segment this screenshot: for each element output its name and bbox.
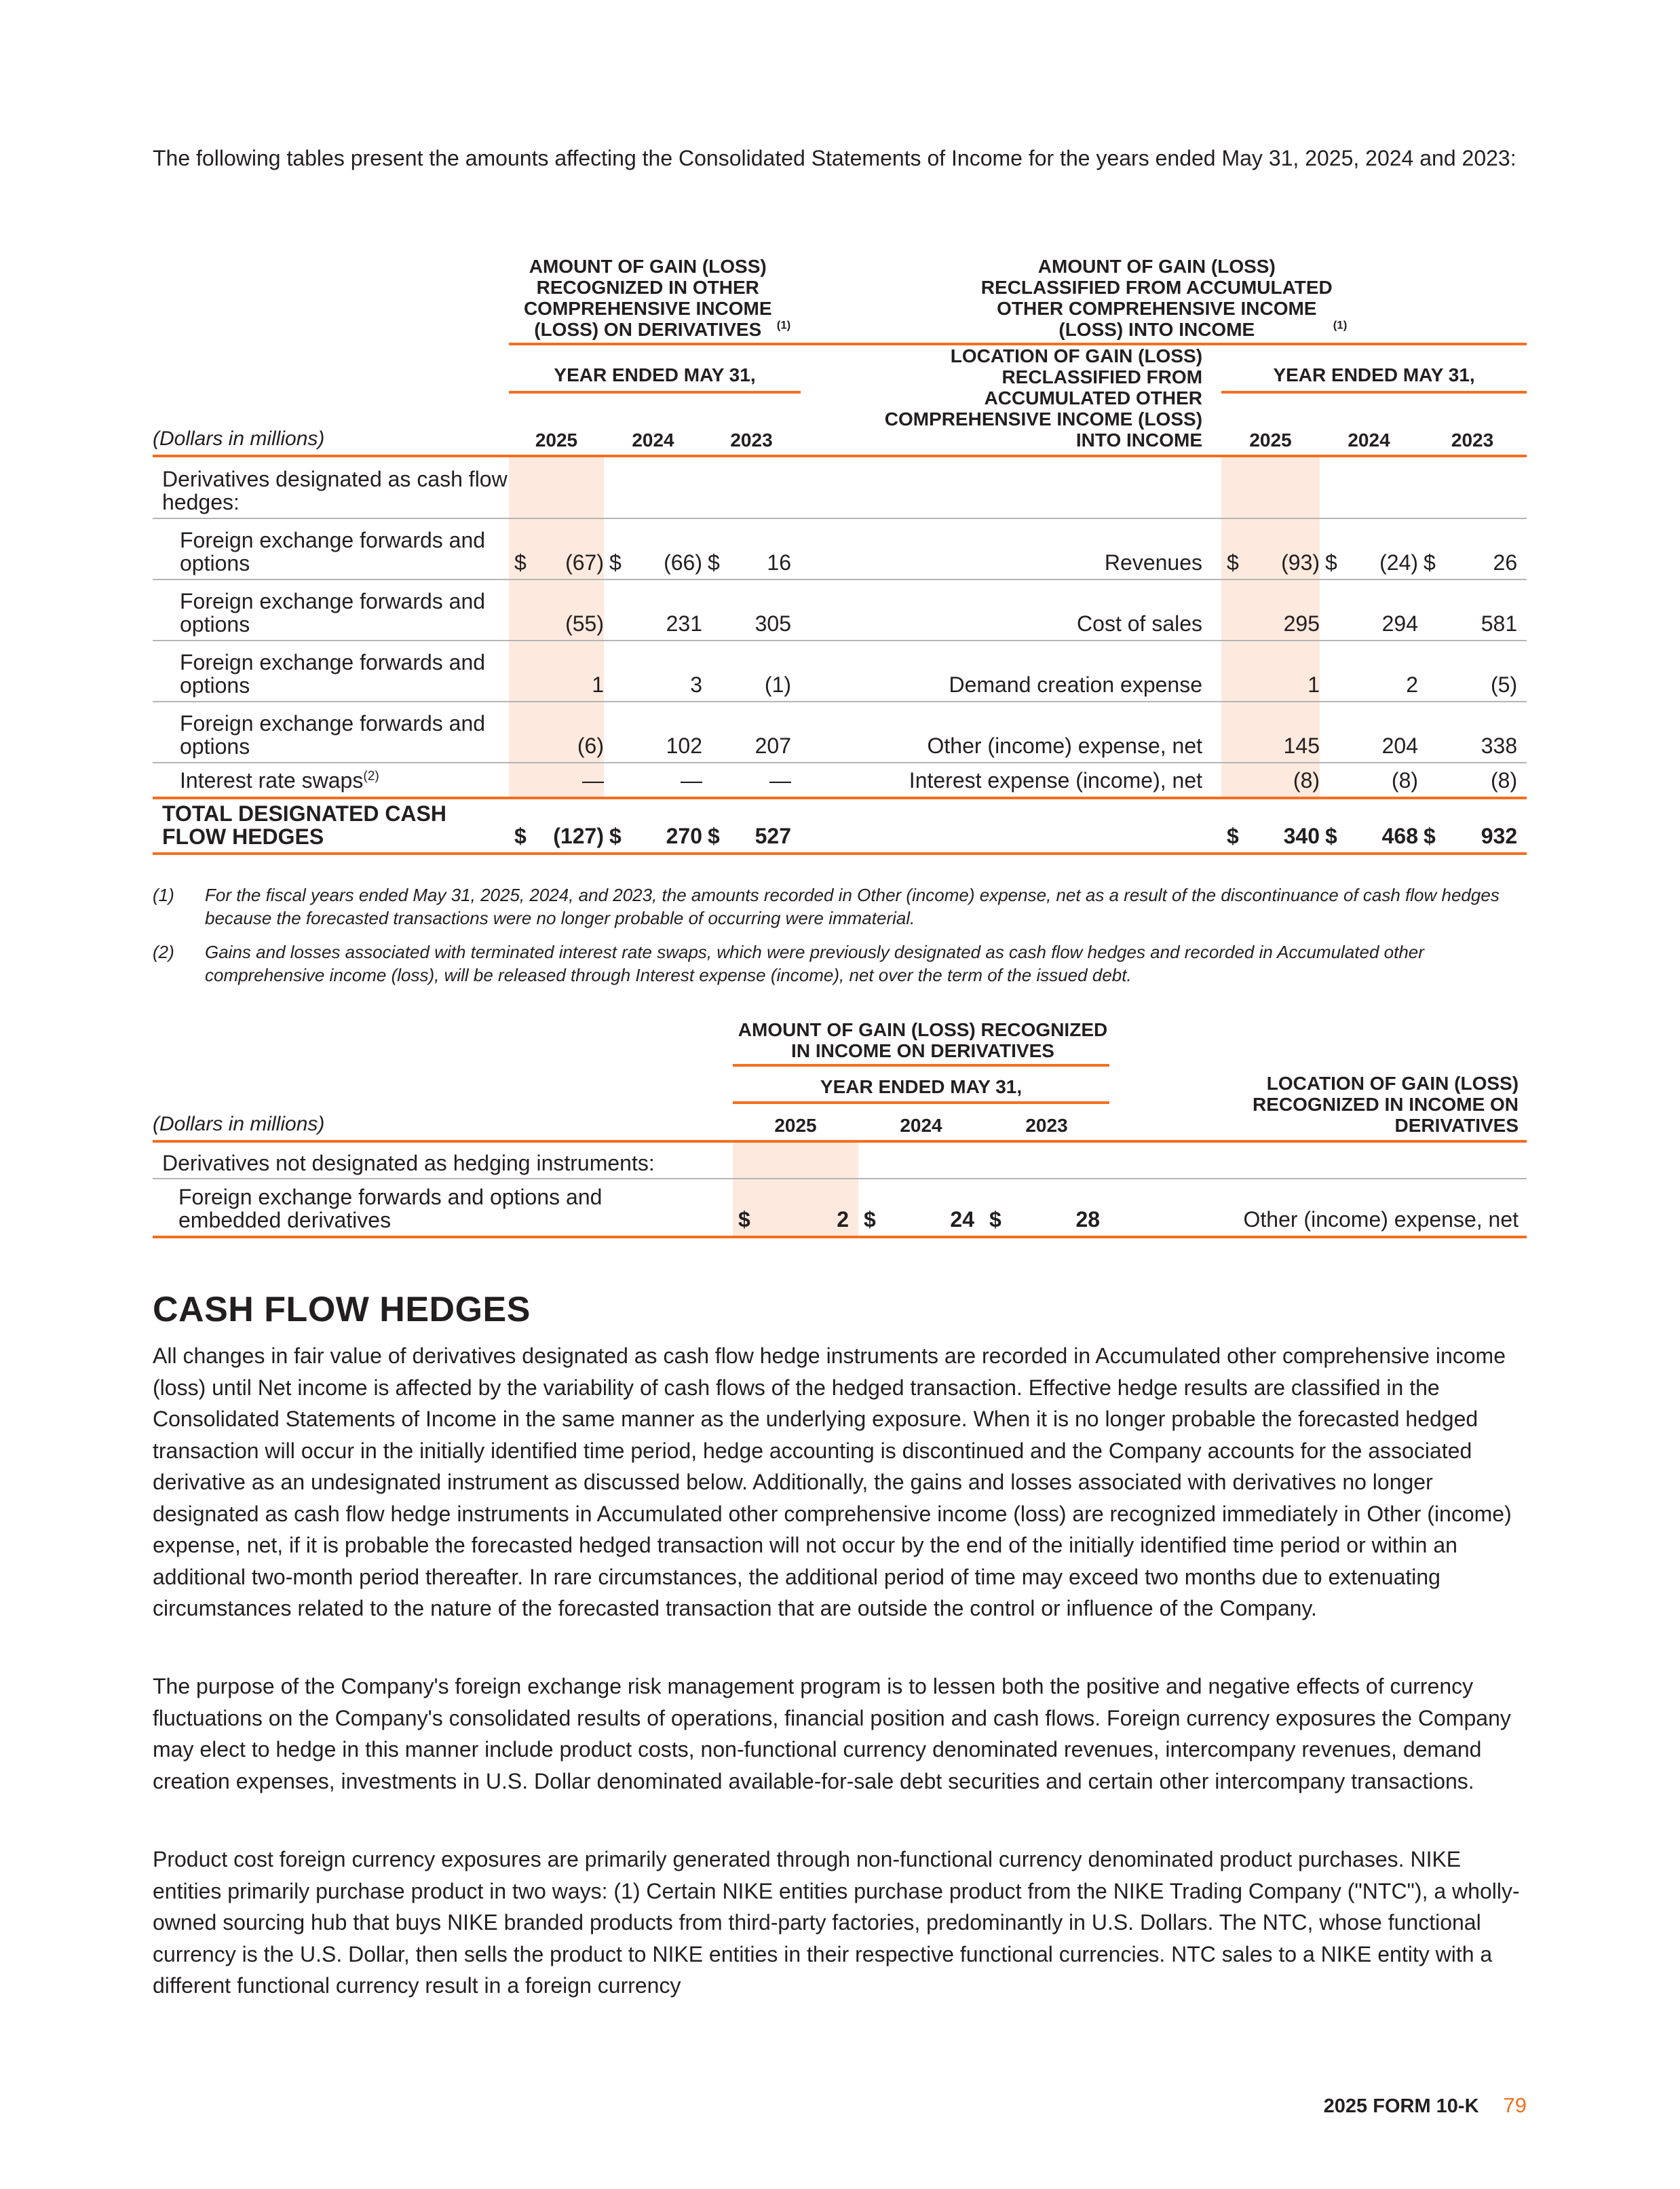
- value-cell: 231: [666, 611, 702, 636]
- dollar-sign: $: [989, 1207, 1001, 1232]
- row-label: Foreign exchange forwards and options: [180, 528, 486, 575]
- footnote-mark: (2): [153, 942, 174, 962]
- location-header-t2: LOCATION OF GAIN (LOSS) RECOGNIZED IN INCOME ON DERIVATIVES: [1253, 1073, 1519, 1136]
- value-cell: 16: [767, 550, 792, 575]
- total-value: 340: [1283, 824, 1320, 848]
- value-cell: (66): [664, 550, 702, 575]
- value-cell: (5): [1491, 672, 1518, 697]
- dollar-sign: $: [1424, 550, 1436, 575]
- row-label: Interest rate swaps: [180, 768, 364, 793]
- value-cell: (55): [529, 579, 604, 641]
- value-cell: 1: [1242, 641, 1320, 702]
- value-cell: —: [769, 768, 792, 793]
- footnote-mark: (1): [153, 885, 174, 905]
- location-cell: Cost of sales: [1077, 611, 1203, 636]
- value-cell: (67): [529, 518, 604, 579]
- dollar-sign: $: [1325, 824, 1337, 848]
- value-cell: —: [681, 768, 702, 793]
- value-cell: —: [529, 763, 604, 798]
- year-2025: 2025: [509, 406, 604, 456]
- group-label-not-designated: Derivatives not designated as hedging instruments:: [162, 1151, 655, 1175]
- income-derivatives-header: AMOUNT OF GAIN (LOSS) RECOGNIZED IN INCOME ON DERIVATIVES: [738, 1019, 1108, 1061]
- paragraph-1: All changes in fair value of derivatives designated as cash flow hedge instruments are recorded in Accumulated other comprehensive income (loss) until Net income is affected by the variability of cash flows of the hedged transaction. Effective hedge results are classified in the Consolidated Statements of Income in the same manner as the underlying exposure. When it is no longer probable the forecasted hedged transaction will occur in the initially identified time period, hedge accounting is discontinued and the Company accounts for the associated derivative as an undesignated instrument as discussed below. Additionally, the gains and losses associated with derivatives no longer designated as cash flow hedge instruments in Accumulated other comprehensive income (loss) are recognized immediately in Other (income) expense, net, if it is probable the forecasted hedged transaction will not occur by the end of the initially identified time period or within an additional two-month period thereafter. In rare circumstances, the additional period of time may exceed two months due to extenuating circumstances related to the nature of the forecasted transaction that are outside the control or influence of the Company.: [153, 1344, 1512, 1620]
- page-footer: [1324, 2093, 1527, 2118]
- value-cell: (6): [529, 702, 604, 763]
- dollar-sign: $: [708, 550, 720, 575]
- dollar-sign: $: [1424, 824, 1436, 848]
- value-cell: 102: [666, 734, 702, 758]
- location-cell: Other (income) expense, net: [1243, 1207, 1519, 1232]
- value-cell: 2: [753, 1179, 858, 1237]
- table-row: [153, 641, 1527, 702]
- dollar-sign: $: [1325, 550, 1337, 575]
- dollar-sign: $: [609, 550, 622, 575]
- footnote-2: [153, 940, 1527, 987]
- total-value: (127): [553, 824, 604, 848]
- designated-hedges-table: [153, 241, 1527, 855]
- oci-header: AMOUNT OF GAIN (LOSS) RECOGNIZED IN OTHER COMPREHENSIVE INCOME (LOSS) ON DERIVATIVES: [523, 256, 772, 340]
- value-cell: 207: [755, 734, 792, 758]
- total-value: 468: [1381, 824, 1419, 848]
- value-cell: 26: [1493, 550, 1518, 575]
- year-ended-left: YEAR ENDED MAY 31,: [509, 364, 801, 394]
- document-page: [153, 0, 1527, 2189]
- value-cell: 295: [1242, 579, 1320, 641]
- location-header: LOCATION OF GAIN (LOSS) RECLASSIFIED FROM ACCUMULATED OTHER COMPREHENSIVE INCOME (LOSS) INTO INCOME: [884, 345, 1203, 451]
- footnote-ref-2: (2): [363, 769, 379, 784]
- dollars-note-t2: (Dollars in millions): [153, 1104, 733, 1141]
- row-label: Foreign exchange forwards and options and embedded derivatives: [178, 1185, 603, 1232]
- value-cell: 305: [755, 611, 792, 636]
- value-cell: 2: [1406, 672, 1419, 697]
- footnote-ref-1: (1): [776, 318, 791, 332]
- value-cell: 581: [1481, 611, 1518, 636]
- dollar-sign: $: [509, 518, 529, 579]
- year-2023-right: 2023: [1418, 406, 1527, 456]
- dollar-sign: $: [864, 1207, 876, 1232]
- form-label: 2025 FORM 10-K: [1323, 2095, 1479, 2117]
- value-cell: (8): [1491, 768, 1518, 793]
- year-ended-t2: YEAR ENDED MAY 31,: [733, 1076, 1109, 1104]
- footnote-text: Gains and losses associated with terminated interest rate swaps, which were previously designated as cash flow hedges and recorded in Accumulated other comprehensive income (loss), will be released through Interest expense (income), net over the term of the issued debt.: [205, 942, 1424, 985]
- location-cell: Revenues: [1104, 550, 1203, 575]
- year-ended-right: YEAR ENDED MAY 31,: [1221, 364, 1527, 394]
- dollar-sign: $: [514, 824, 527, 848]
- non-designated-table: [153, 1011, 1527, 1238]
- year-2024-right: 2024: [1320, 406, 1418, 456]
- dollar-sign: $: [733, 1179, 753, 1237]
- value-cell: (8): [1242, 763, 1320, 798]
- year-2025-right: 2025: [1221, 406, 1320, 456]
- total-label: TOTAL DESIGNATED CASH FLOW HEDGES: [162, 801, 446, 849]
- total-value: 270: [666, 824, 702, 848]
- value-cell: (24): [1379, 550, 1419, 575]
- group-label-designated: Derivatives designated as cash flow hedges:: [162, 467, 508, 514]
- page-number: 79: [1503, 2093, 1527, 2117]
- total-row: [153, 798, 1527, 854]
- year-2025: 2025: [733, 1104, 858, 1141]
- year-2024: 2024: [858, 1104, 984, 1141]
- year-2024: 2024: [604, 406, 702, 456]
- value-cell: 145: [1242, 702, 1320, 763]
- paragraph-3: Product cost foreign currency exposures are primarily generated through non-functional currency denominated product purchases. NIKE entities primarily purchase product in two ways: (1) Certain NIKE entities purchase product from the NIKE Trading Company ("NTC"), a wholly-owned sourcing hub that buys NIKE branded products from third-party factories, predominantly in U.S. Dollars. The NTC, whose functional currency is the U.S. Dollar, then sells the product to NIKE entities in their respective functional currencies. NTC sales to a NIKE entity with a different functional currency result in a foreign currency: [153, 1847, 1520, 1998]
- value-cell: 28: [1075, 1207, 1101, 1232]
- total-value: 932: [1481, 824, 1518, 848]
- dollar-sign: $: [609, 824, 622, 848]
- row-label: Foreign exchange forwards and options: [180, 650, 486, 698]
- value-cell: (8): [1391, 768, 1419, 793]
- location-cell: Demand creation expense: [949, 672, 1203, 697]
- value-cell: (93): [1242, 518, 1320, 579]
- year-2023: 2023: [984, 1104, 1109, 1141]
- total-value: 527: [755, 824, 792, 848]
- table-row-swaps: [153, 763, 1527, 798]
- table-row: [153, 579, 1527, 641]
- footnote-1: [153, 883, 1527, 930]
- row-label: Foreign exchange forwards and options: [180, 589, 486, 636]
- section-title: CASH FLOW HEDGES: [153, 1290, 531, 1329]
- value-cell: (1): [764, 672, 792, 697]
- paragraph-2: The purpose of the Company's foreign exchange risk management program is to lessen both the positive and negative effects of currency fluctuations on the Company's consolidated results of operations, financial position and cash flows. Foreign currency exposures the Company may elect to hedge in this manner include product costs, non-functional currency denominated revenues, intercompany revenues, demand creation expenses, investments in U.S. Dollar denominated available-for-sale debt securities and certain other intercompany transactions.: [153, 1674, 1511, 1793]
- value-cell: 204: [1381, 734, 1419, 758]
- footnote-text: For the fiscal years ended May 31, 2025, 2024, and 2023, the amounts recorded in Other (income) expense, net as a result of the discontinuance of cash flow hedges because the forecasted transactions were no longer probable of occurring were immaterial.: [205, 885, 1500, 928]
- reclassified-header: AMOUNT OF GAIN (LOSS) RECLASSIFIED FROM ACCUMULATED OTHER COMPREHENSIVE INCOME (LOSS) INTO INCOME: [980, 256, 1333, 340]
- value-cell: 1: [529, 641, 604, 702]
- year-2023: 2023: [702, 406, 801, 456]
- dollars-note: (Dollars in millions): [153, 406, 509, 456]
- value-cell: 3: [690, 672, 702, 697]
- location-cell: Other (income) expense, net: [927, 734, 1203, 758]
- table-row: [153, 1179, 1527, 1237]
- location-cell: Interest expense (income), net: [909, 768, 1203, 793]
- intro-text: The following tables present the amounts affecting the Consolidated Statements of Income for the years ended May 31, 2025, 2024 and 2023:: [153, 146, 1516, 170]
- dollar-sign: $: [1227, 824, 1239, 848]
- table-row: [153, 518, 1527, 579]
- dollar-sign: $: [1221, 518, 1242, 579]
- table-row: [153, 702, 1527, 763]
- value-cell: 338: [1481, 734, 1518, 758]
- value-cell: 294: [1381, 611, 1419, 636]
- value-cell: 24: [950, 1207, 974, 1232]
- row-label: Foreign exchange forwards and options: [180, 711, 486, 759]
- footnote-ref-1b: (1): [1333, 318, 1348, 332]
- dollar-sign: $: [708, 824, 720, 848]
